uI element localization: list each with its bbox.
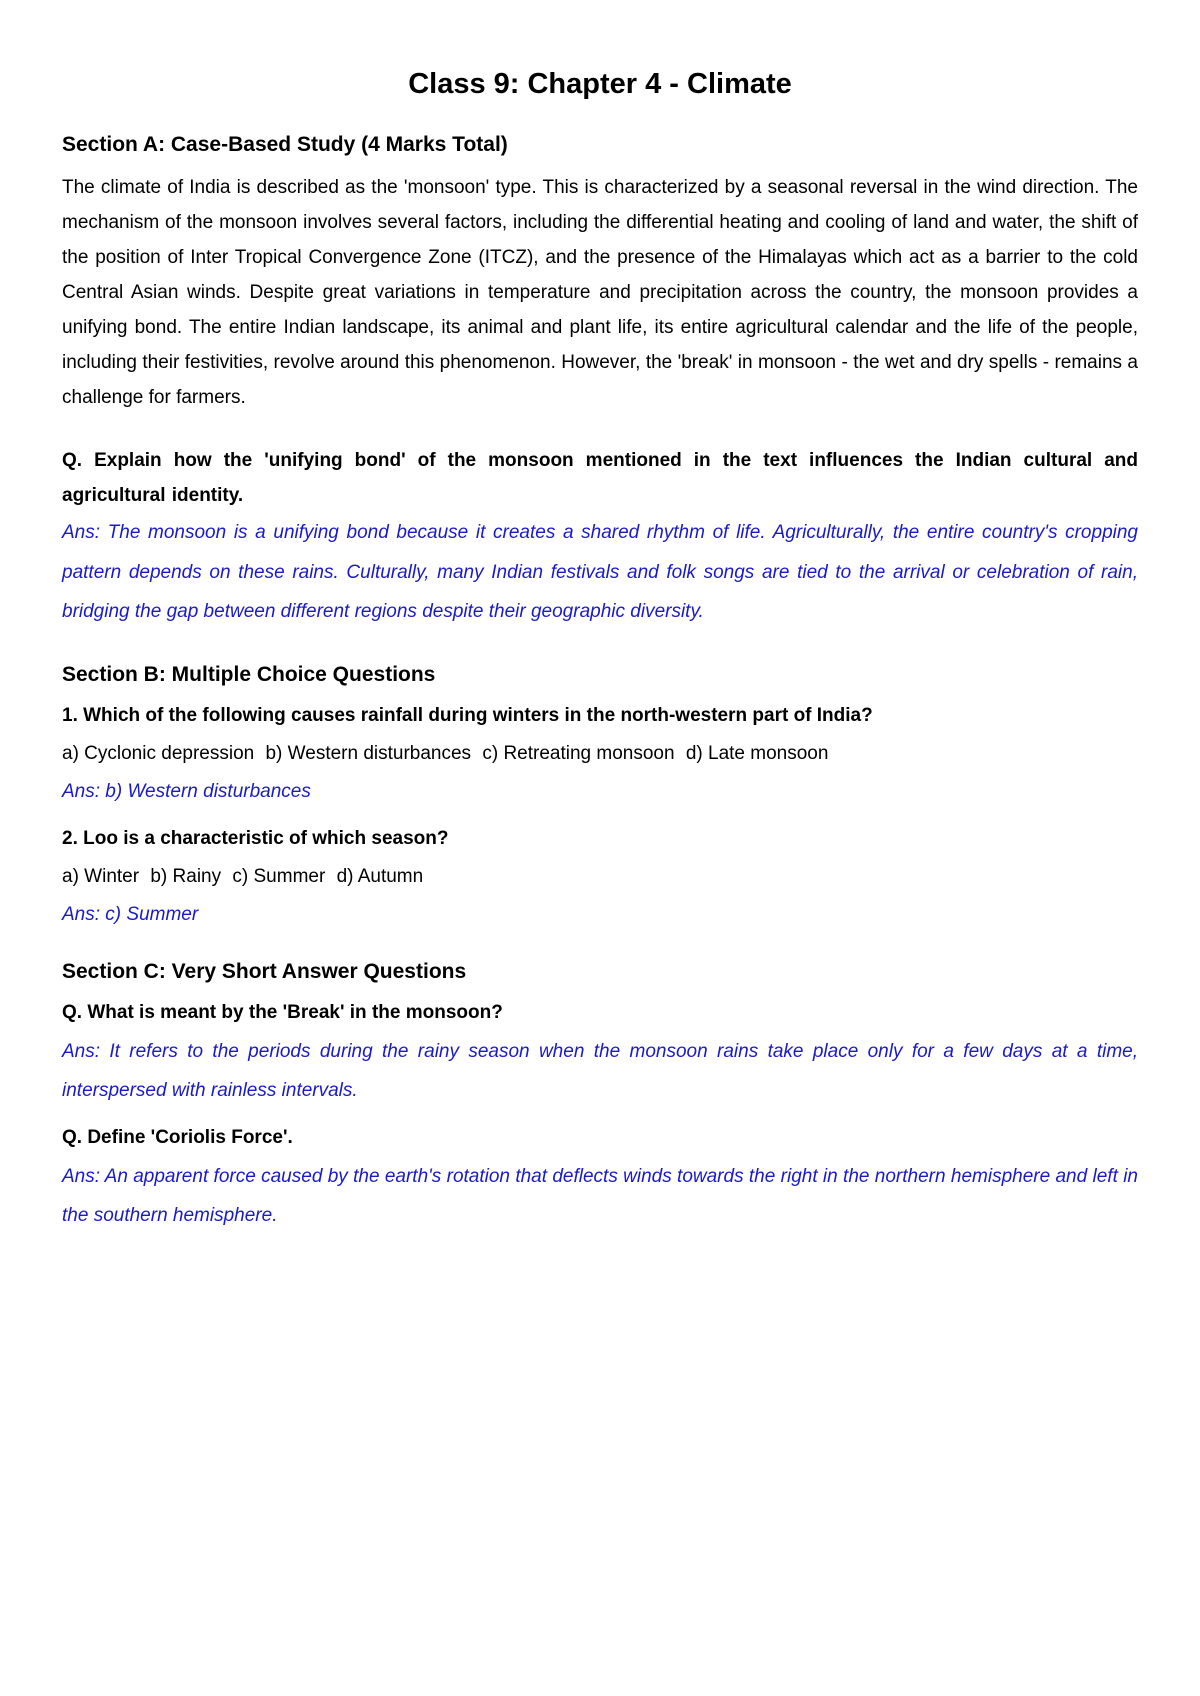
section-c-heading: Section C: Very Short Answer Questions [62, 959, 467, 983]
vsa-answer: Ans: An apparent force caused by the earth's rotation that deflects winds towards the right in the northern hemisphere and left in the southern hemisphere. [62, 1165, 1138, 1226]
mcq-question: 1. Which of the following causes rainfall during winters in the north-western part of India? [62, 704, 873, 726]
case-question: Q. Explain how the 'unifying bond' of the monsoon mentioned in the text influences the Indian cultural and agricultural identity. [62, 450, 1138, 506]
mcq-options [62, 735, 1138, 772]
case-answer: Ans: The monsoon is a unifying bond because it creates a shared rhythm of life. Agriculturally, the entire country's cropping pattern depends on these rains. Culturally, many Indian festivals and folk songs are tied to the arrival or celebration of rain, bridging the gap between different regions despite their geographic diversity. [62, 522, 1138, 622]
vsa-item-2 [62, 1119, 1138, 1235]
section-a-heading: Section A: Case-Based Study (4 Marks Total) [62, 133, 508, 156]
mcq-options [62, 858, 1138, 895]
document-title: Class 9: Chapter 4 - Climate [408, 68, 792, 100]
case-passage: The climate of India is described as the 'monsoon' type. This is characterized by a seasonal reversal in the wind direction. The mechanism of the monsoon involves several factors, including the differential heating and cooling of land and water, the shift of the position of Inter Tropical Convergence Zone (ITCZ), and the presence of the Himalayas which act as a barrier to the cold Central Asian winds. Despite great variations in temperature and precipitation across the country, the monsoon provides a unifying bond. The entire Indian landscape, its animal and plant life, its entire agricultural calendar and the life of the people, including their festivities, revolve around this phenomenon. However, the 'break' in monsoon - the wet and dry spells - remains a challenge for farmers. [62, 177, 1138, 408]
mcq-question: 2. Loo is a characteristic of which season? [62, 827, 449, 849]
mcq-item-1 [62, 697, 1138, 811]
mcq-answer: Ans: b) Western disturbances [62, 780, 311, 802]
mcq-option-d: d) Late monsoon [685, 742, 829, 764]
mcq-option-d: d) Autumn [336, 865, 424, 887]
mcq-option-c: c) Summer [232, 865, 326, 887]
mcq-option-c: c) Retreating monsoon [482, 742, 675, 764]
vsa-question: Q. What is meant by the 'Break' in the monsoon? [62, 1001, 503, 1023]
mcq-option-a: a) Winter [62, 865, 140, 887]
mcq-option-b: b) Rainy [150, 865, 222, 887]
mcq-item-2 [62, 820, 1138, 934]
mcq-answer: Ans: c) Summer [62, 903, 199, 925]
mcq-option-a: a) Cyclonic depression [62, 742, 255, 764]
vsa-question: Q. Define 'Coriolis Force'. [62, 1126, 293, 1148]
vsa-answer: Ans: It refers to the periods during the rainy season when the monsoon rains take place only for a few days at a time, interspersed with rainless intervals. [62, 1040, 1138, 1101]
mcq-option-b: b) Western disturbances [265, 742, 472, 764]
section-b-heading: Section B: Multiple Choice Questions [62, 662, 436, 686]
vsa-item-1 [62, 994, 1138, 1110]
